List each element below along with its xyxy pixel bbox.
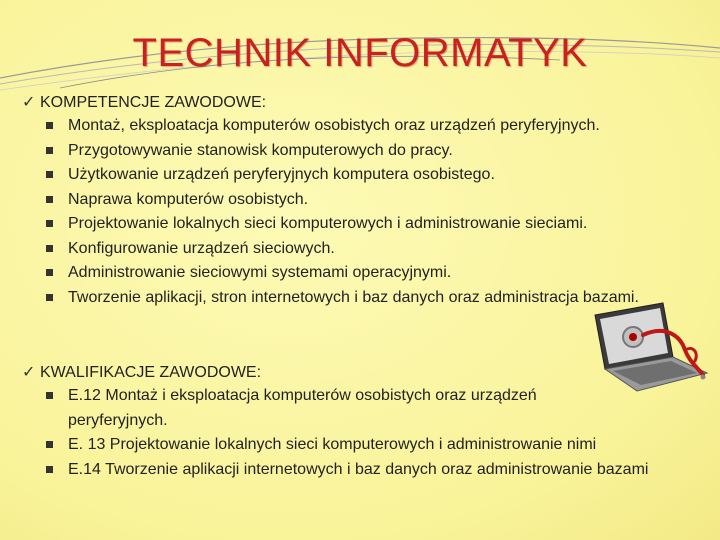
- square-bullet-icon: [46, 114, 68, 139]
- square-bullet-icon: [46, 237, 68, 262]
- list-item: E.12 Montaż i eksploatacja komputerów osobistych oraz urządzeń peryferyjnych.: [46, 384, 702, 433]
- section-heading: [22, 92, 702, 114]
- list-item: E.14 Tworzenie aplikacji internetowych i baz danych oraz administrowanie bazami: [46, 458, 702, 483]
- square-bullet-icon: [46, 188, 68, 213]
- square-bullet-icon: [46, 139, 68, 164]
- list-item: Użytkowanie urządzeń peryferyjnych komputera osobistego.: [46, 163, 702, 188]
- competences-list: [22, 114, 702, 310]
- list-item: Konfigurowanie urządzeń sieciowych.: [46, 237, 702, 262]
- list-item: Montaż, eksploatacja komputerów osobistych oraz urządzeń peryferyjnych.: [46, 114, 702, 139]
- list-item: Projektowanie lokalnych sieci komputerowych i administrowanie sieciami.: [46, 212, 702, 237]
- list-item: Administrowanie sieciowymi systemami operacyjnymi.: [46, 261, 702, 286]
- square-bullet-icon: [46, 212, 68, 237]
- list-item: Przygotowywanie stanowisk komputerowych do pracy.: [46, 139, 702, 164]
- list-item: Tworzenie aplikacji, stron internetowych i baz danych oraz administracja bazami.: [46, 286, 702, 311]
- section-heading-text: KOMPETENCJE ZAWODOWE:: [40, 94, 267, 111]
- square-bullet-icon: [46, 163, 68, 188]
- competences-section: [22, 92, 702, 310]
- square-bullet-icon: [46, 261, 68, 286]
- square-bullet-icon: [46, 286, 68, 311]
- checkmark-icon: ✓: [22, 94, 36, 111]
- square-bullet-icon: [46, 384, 68, 433]
- list-item: Naprawa komputerów osobistych.: [46, 188, 702, 213]
- slide-title: TECHNIK INFORMATYK: [132, 31, 588, 75]
- laptop-with-stethoscope-icon: [585, 295, 715, 400]
- section-heading-text: KWALIFIKACJE ZAWODOWE:: [40, 364, 262, 381]
- list-item: E. 13 Projektowanie lokalnych sieci komputerowych i administrowanie nimi: [46, 433, 702, 458]
- square-bullet-icon: [46, 458, 68, 483]
- checkmark-icon: ✓: [22, 364, 36, 381]
- square-bullet-icon: [46, 433, 68, 458]
